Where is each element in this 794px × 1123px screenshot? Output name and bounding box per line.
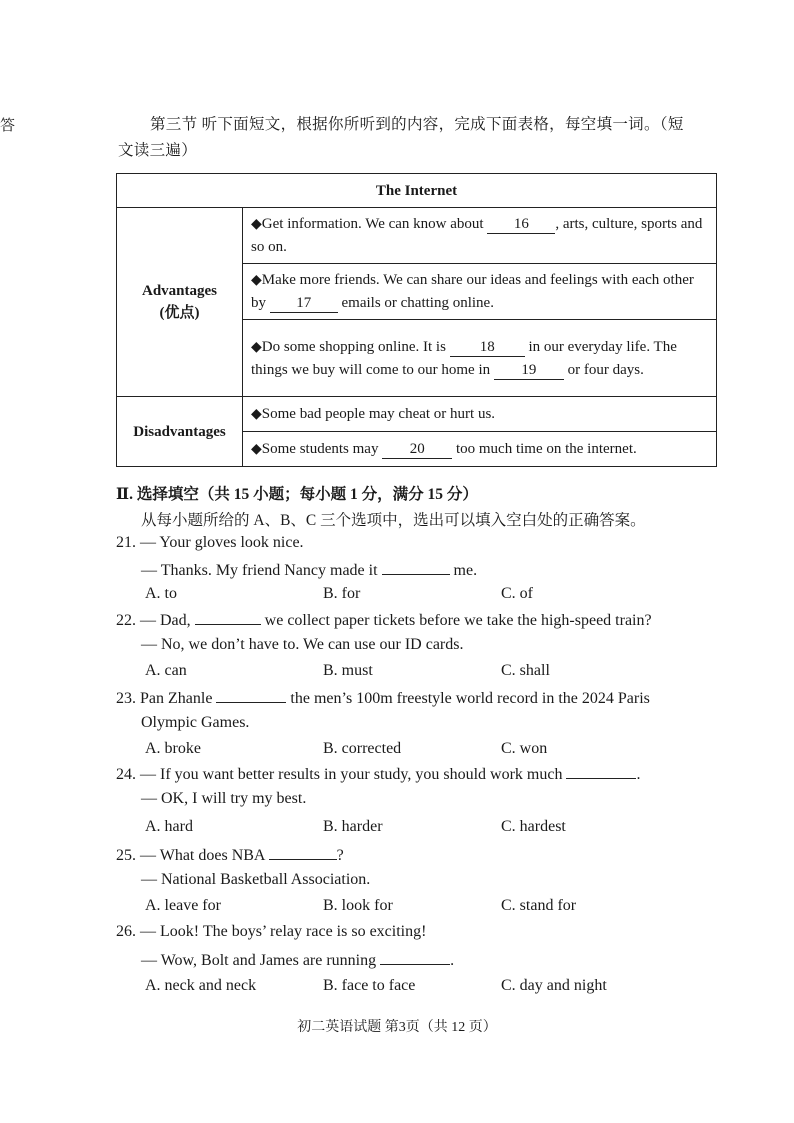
answer-blank — [216, 688, 286, 703]
diamond-bullet-icon: ◆ — [251, 339, 262, 355]
part2-heading: Ⅱ. 选择填空（共 15 小题；每小题 1 分，满分 15 分） — [116, 486, 478, 503]
question-26-line1: 26. — Look! The boys’ relay race is so exciting! — [116, 923, 427, 940]
answer-blank — [195, 610, 261, 625]
question-23-line1: 23. Pan Zhanle the men’s 100m freestyle world record in the 2024 Paris — [116, 690, 650, 707]
question-22-line2: — No, we don’t have to. We can use our ID cards. — [141, 636, 464, 653]
blank-18: 18 — [450, 338, 525, 357]
diamond-bullet-icon: ◆ — [251, 217, 262, 232]
blank-19: 19 — [494, 361, 564, 380]
question-24-option-a: A. hard — [145, 818, 193, 835]
question-23-option-c: C. won — [501, 740, 548, 757]
question-25-option-a: A. leave for — [145, 897, 221, 914]
answer-blank — [269, 845, 337, 860]
answer-blank — [380, 950, 450, 965]
question-25-option-c: C. stand for — [501, 897, 577, 914]
question-24-option-b: B. harder — [323, 818, 383, 835]
question-24-line2: — OK, I will try my best. — [141, 790, 307, 807]
diamond-bullet-icon: ◆ — [251, 406, 262, 422]
question-24-line1: 24. — If you want better results in your study, you should work much . — [116, 766, 641, 783]
blank-16: 16 — [487, 215, 555, 234]
question-22-option-a: A. can — [145, 662, 187, 679]
diamond-bullet-icon: ◆ — [251, 273, 262, 288]
question-25-line2: — National Basketball Association. — [141, 871, 371, 888]
question-25-option-b: B. look for — [323, 897, 393, 914]
internet-table — [116, 173, 717, 467]
question-21-option-c: C. of — [501, 585, 533, 602]
blank-20: 20 — [382, 440, 452, 459]
table-row: ◆Get information. We can know about 16 , arts, culture, sports and so on. — [243, 208, 717, 264]
question-21-option-a: A. to — [145, 585, 177, 602]
answer-blank — [382, 560, 450, 575]
disadvantages-label: Disadvantages — [117, 397, 243, 467]
page-footer: 初二英语试题 第3页（共 12 页） — [297, 1020, 497, 1035]
blank-17: 17 — [270, 294, 338, 313]
question-26-option-b: B. face to face — [323, 977, 416, 994]
section3-instruction-line2: 文读三遍） — [118, 142, 198, 159]
question-22-line1: 22. — Dad, we collect paper tickets before we take the high-speed train? — [116, 612, 652, 629]
question-23-option-a: A. broke — [145, 740, 201, 757]
table-row: ◆Some bad people may cheat or hurt us. — [243, 397, 717, 432]
question-22-option-b: B. must — [323, 662, 373, 679]
advantages-label: Advantages — [141, 283, 217, 299]
advantages-label-cell — [117, 208, 243, 397]
section3-instruction-line1: 第三节 听下面短文，根据你所听到的内容，完成下面表格，每空填一词。（短 — [150, 116, 684, 133]
table-row: ◆Make more friends. We can share our ideas and feelings with each other by 17 emails or chatting online. — [243, 264, 717, 320]
question-21-line2: — Thanks. My friend Nancy made it me. — [141, 562, 478, 579]
table-row: ◆Some students may 20 too much time on the internet. — [243, 432, 717, 467]
question-21-line1: 21. — Your gloves look nice. — [116, 534, 304, 551]
answer-blank — [566, 764, 636, 779]
question-26-option-c: C. day and night — [501, 977, 607, 994]
question-21-option-b: B. for — [323, 585, 361, 602]
advantages-label-cn: (优点) — [159, 305, 200, 321]
margin-char: 答 — [0, 118, 16, 134]
part2-instruction: 从每小题所给的 A、B、C 三个选项中，选出可以填入空白处的正确答案。 — [141, 512, 646, 529]
table-title: The Internet — [117, 174, 717, 208]
diamond-bullet-icon: ◆ — [251, 441, 262, 457]
question-23-line2: Olympic Games. — [141, 714, 250, 731]
question-23-option-b: B. corrected — [323, 740, 402, 757]
question-26-option-a: A. neck and neck — [145, 977, 257, 994]
question-22-option-c: C. shall — [501, 662, 550, 679]
question-26-line2: — Wow, Bolt and James are running . — [141, 952, 455, 969]
table-row: ◆Do some shopping online. It is 18 in our everyday life. The things we buy will come to our home in 19 or four days. — [243, 320, 717, 397]
question-25-line1: 25. — What does NBA ? — [116, 847, 344, 864]
question-24-option-c: C. hardest — [501, 818, 566, 835]
